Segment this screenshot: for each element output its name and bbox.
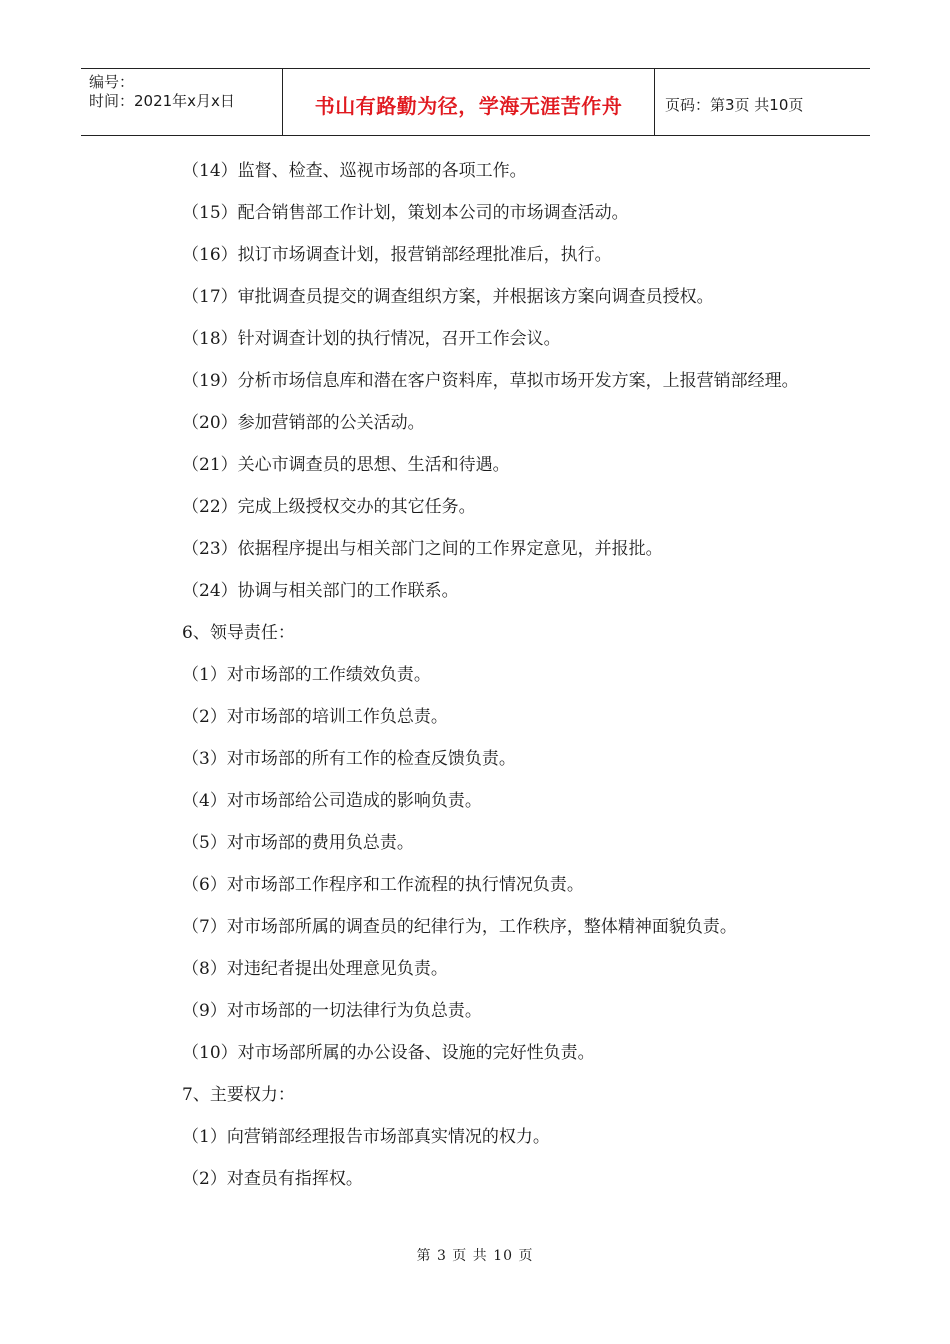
body-line: （9）对市场部的一切法律行为负总责。 <box>182 1001 482 1021</box>
section-heading: 6、领导责任： <box>182 623 295 643</box>
body-line: （17）审批调查员提交的调查组织方案，并根据该方案向调查员授权。 <box>182 287 714 307</box>
page-info-text: 页码：第3页 共10页 <box>665 95 804 114</box>
time-label: 时间：2021年x月x日 <box>89 92 235 110</box>
body-line: （8）对违纪者提出处理意见负责。 <box>182 959 448 979</box>
page-header <box>81 68 870 136</box>
section-heading: 7、主要权力： <box>182 1085 295 1105</box>
body-line: （6）对市场部工作程序和工作流程的执行情况负责。 <box>182 875 584 895</box>
body-line: （3）对市场部的所有工作的检查反馈负责。 <box>182 749 516 769</box>
body-line: （5）对市场部的费用负总责。 <box>182 833 414 853</box>
header-motto-cell <box>283 69 655 135</box>
header-page-info <box>655 69 870 135</box>
body-line: （16）拟订市场调查计划，报营销部经理批准后，执行。 <box>182 245 612 265</box>
body-line: （2）对市场部的培训工作负总责。 <box>182 707 448 727</box>
number-label: 编号： <box>89 73 135 91</box>
body-line: （23）依据程序提出与相关部门之间的工作界定意见，并报批。 <box>182 539 663 559</box>
document-body <box>145 150 825 1200</box>
body-line: （18）针对调查计划的执行情况，召开工作会议。 <box>182 329 561 349</box>
body-line: （20）参加营销部的公关活动。 <box>182 413 425 433</box>
body-line: （15）配合销售部工作计划，策划本公司的市场调查活动。 <box>182 203 629 223</box>
body-line: （14）监督、检查、巡视市场部的各项工作。 <box>182 161 527 181</box>
body-line: （10）对市场部所属的办公设备、设施的完好性负责。 <box>182 1043 595 1063</box>
page-footer: 第 3 页 共 10 页 <box>416 1248 534 1264</box>
body-line: （19）分析市场信息库和潜在客户资料库，草拟市场开发方案，上报营销部经理。 <box>182 371 799 391</box>
body-line: （1）向营销部经理报告市场部真实情况的权力。 <box>182 1127 550 1147</box>
header-meta <box>81 69 283 135</box>
motto-text: 书山有路勤为径，学海无涯苦作舟 <box>314 93 623 118</box>
body-line: （7）对市场部所属的调查员的纪律行为，工作秩序，整体精神面貌负责。 <box>182 917 737 937</box>
body-line: （1）对市场部的工作绩效负责。 <box>182 665 431 685</box>
body-line: （4）对市场部给公司造成的影响负责。 <box>182 791 482 811</box>
body-line: （22）完成上级授权交办的其它任务。 <box>182 497 476 517</box>
body-line: （21）关心市调查员的思想、生活和待遇。 <box>182 455 510 475</box>
body-line: （24）协调与相关部门的工作联系。 <box>182 581 459 601</box>
body-line: （2）对查员有指挥权。 <box>182 1169 363 1189</box>
